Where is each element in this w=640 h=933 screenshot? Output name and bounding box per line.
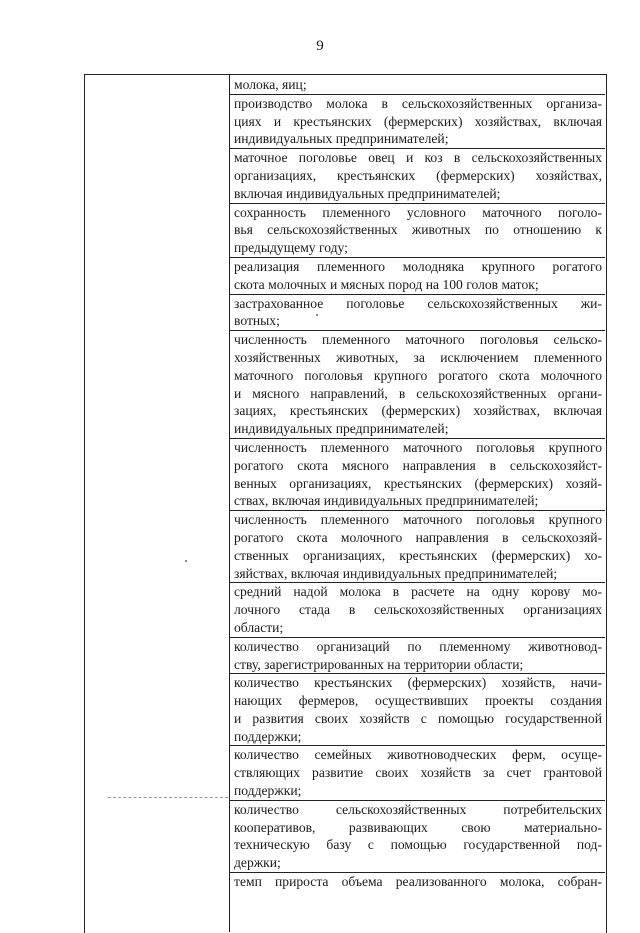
indicator-line: количество сельскохозяйственных потребительских — [234, 801, 602, 817]
indicator-entry — [234, 95, 602, 148]
indicator-line: скота молочных и мясных пород на 100 голов маток; — [234, 276, 539, 292]
indicator-entry — [234, 439, 602, 510]
indicator-line: численность племенного маточного поголовья крупного — [234, 512, 602, 528]
indicator-line: зяйствах, включая индивидуальных предпринимателей; — [234, 565, 558, 581]
indicator-line: производство молока в сельскохозяйственных организа- — [234, 95, 602, 111]
indicator-entry — [234, 149, 602, 202]
indicator-list — [234, 76, 602, 891]
indicator-line: и мясного направлений, в сельскохозяйственных органи- — [234, 385, 602, 401]
indicator-line: области; — [234, 619, 284, 635]
indicator-line: ствляющих развитие своих хозяйств за счет грантовой — [234, 765, 602, 781]
indicator-entry — [234, 583, 602, 636]
indicator-line: индивидуальных предпринимателей; — [234, 131, 449, 147]
indicator-entry — [234, 873, 602, 891]
indicator-line: поддержки; — [234, 783, 302, 799]
indicator-entry — [234, 511, 602, 582]
indicator-entry — [234, 258, 602, 294]
indicator-line: застрахованное поголовье сельскохозяйственных жи- — [234, 295, 602, 311]
indicator-line: маточное поголовье овец и коз в сельскохозяйственных — [234, 150, 602, 166]
indicator-line: кооперативов, развивающих свою материально- — [234, 819, 602, 835]
indicator-line: количество организаций по племенному животновод- — [234, 638, 602, 654]
indicator-entry — [234, 204, 602, 257]
indicator-line: нающих фермеров, осуществивших проекты создания — [234, 693, 602, 709]
indicator-line: ству, зарегистрированных на территории области; — [234, 656, 524, 672]
indicator-line: индивидуальных предпринимателей; — [234, 421, 449, 437]
indicator-entry — [234, 674, 602, 745]
indicator-line: и развития своих хозяйств с помощью государственной — [234, 710, 602, 726]
indicator-line: поддержки; — [234, 728, 302, 744]
indicator-line: венных организациях, крестьянских (фермерских) хозяй- — [234, 475, 602, 491]
indicator-line: циях и крестьянских (фермерских) хозяйствах, включая — [234, 113, 602, 129]
indicator-line: молока, яиц; — [234, 77, 307, 92]
indicator-line: рогатого скота молочного направления в сельскохозяй- — [234, 529, 602, 545]
page-number: 9 — [316, 38, 324, 54]
indicator-line: хозяйственных животных, за исключением племенного — [234, 349, 602, 365]
indicator-line: организациях, крестьянских (фермерских) хозяйствах, — [234, 167, 602, 183]
indicator-line: темп прироста объема реализованного молока, собран- — [234, 874, 602, 890]
indicator-line: сохранность племенного условного маточного поголо- — [234, 204, 602, 220]
indicator-line: зациях, крестьянских (фермерских) хозяйствах, включая — [234, 403, 602, 419]
indicator-line: вотных; — [234, 313, 280, 329]
indicator-line: реализация племенного молодняка крупного рогатого — [234, 258, 602, 274]
indicator-line: держки; — [234, 855, 281, 871]
indicator-line: численность племенного маточного поголовья сельско- — [234, 332, 602, 348]
indicator-line: предыдущему году; — [234, 240, 348, 256]
scan-dash-mark — [108, 797, 228, 798]
indicator-entry — [234, 76, 602, 94]
scan-speck — [185, 560, 187, 562]
indicator-line: вья сельскохозяйственных животных по отношению к — [234, 222, 602, 238]
indicator-entry — [234, 295, 602, 331]
indicator-line: численность племенного маточного поголовья крупного — [234, 439, 602, 455]
indicator-entry — [234, 746, 602, 799]
indicator-entry — [234, 638, 602, 674]
indicator-line: техническую базу с помощью государственной под- — [234, 837, 602, 853]
indicator-line: средний надой молока в расчете на одну корову мо- — [234, 584, 602, 600]
indicator-line: ственных организациях, крестьянских (фермерских) хо- — [234, 547, 602, 563]
indicator-line: рогатого скота мясного направления в сельскохозяйст- — [234, 457, 602, 473]
indicator-line: количество семейных животноводческих ферм, осуще- — [234, 747, 602, 763]
indicator-line: маточного поголовья крупного рогатого скота молочного — [234, 367, 602, 383]
indicator-entry — [234, 801, 602, 872]
indicator-line: включая индивидуальных предпринимателей; — [234, 185, 501, 201]
indicator-line: лочного стада в сельскохозяйственных организациях — [234, 602, 602, 618]
indicator-entry — [234, 331, 602, 438]
indicator-line: количество крестьянских (фермерских) хозяйств, начи- — [234, 675, 602, 691]
indicator-line: ствах, включая индивидуальных предпринимателей; — [234, 493, 539, 509]
